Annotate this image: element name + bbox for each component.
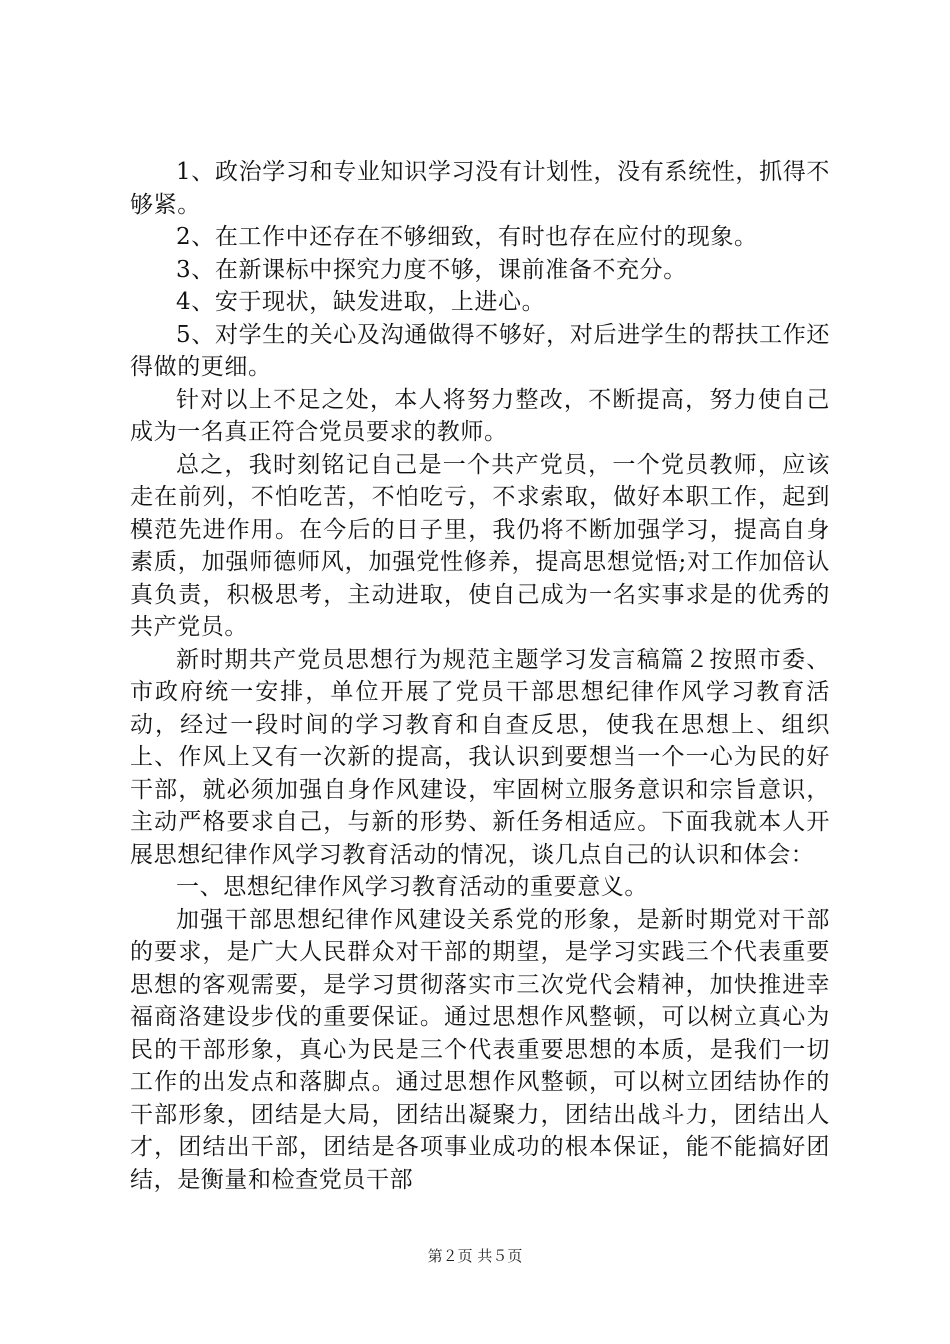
paragraph-article-2-intro: 新时期共产党员思想行为规范主题学习发言稿篇２按照市委、市政府统一安排，单位开展了党员干部思想纪律作风学习教育活动，经过一段时间的学习教育和自查反思，使我在思想上、组织上、作风上又有一次新的提高，我认识到要想当一个一心为民的好干部，就必须加强自身作风建设，牢固树立服务意识和宗旨意识，主动严格要求自己，与新的形势、新任务相适应。下面我就本人开展思想纪律作风学习教育活动的情况，谈几点自己的认识和体会： <box>130 646 830 868</box>
paragraph-problem-4: 4、安于现状，缺发进取，上进心。 <box>176 289 546 315</box>
paragraph-problem-3: 3、在新课标中探究力度不够，课前准备不充分。 <box>176 256 687 283</box>
paragraph-problem-2: 2、在工作中还存在不够细致，有时也存在应付的现象。 <box>176 224 758 250</box>
section-heading-1: 一、思想纪律作风学习教育活动的重要意义。 <box>176 874 648 900</box>
paragraph-problem-1: 1、政治学习和专业知识学习没有计划性，没有系统性，抓得不够紧。 <box>130 159 830 218</box>
paragraph-conclusion: 总之，我时刻铭记自己是一个共产党员，一个党员教师，应该走在前列，不怕吃苦，不怕吃亏，不求索取，做好本职工作，起到模范先进作用。在今后的日子里，我仍将不断加强学习，提高自身素质，加强师德师风，加强党性修养，提高思想觉悟;对工作加倍认真负责，积极思考，主动进取，使自己成为一名实事求是的优秀的共产党员。 <box>130 451 830 640</box>
paragraph-significance: 加强干部思想纪律作风建设关系党的形象，是新时期党对干部的要求，是广大人民群众对干部的期望，是学习实践三个代表重要思想的客观需要，是学习贯彻落实市三次党代会精神，加快推进幸福商洛建设步伐的重要保证。通过思想作风整顿，可以树立真心为民的干部形象，真心为民是三个代表重要思想的本质，是我们一切工作的出发点和落脚点。通过思想作风整顿，可以树立团结协作的干部形象，团结是大局，团结出凝聚力，团结出战斗力，团结出人才，团结出干部，团结是各项事业成功的根本保证，能不能搞好团结，是衡量和检查党员干部 <box>130 906 830 1193</box>
paragraph-improvement: 针对以上不足之处，本人将努力整改，不断提高，努力使自己成为一名真正符合党员要求的教师。 <box>130 386 830 445</box>
page-number-footer: 第２页 共５页 <box>427 1247 523 1265</box>
document-body <box>130 156 830 1196</box>
paragraph-problem-5: 5、对学生的关心及沟通做得不够好，对后进学生的帮扶工作还得做的更细。 <box>130 321 830 380</box>
